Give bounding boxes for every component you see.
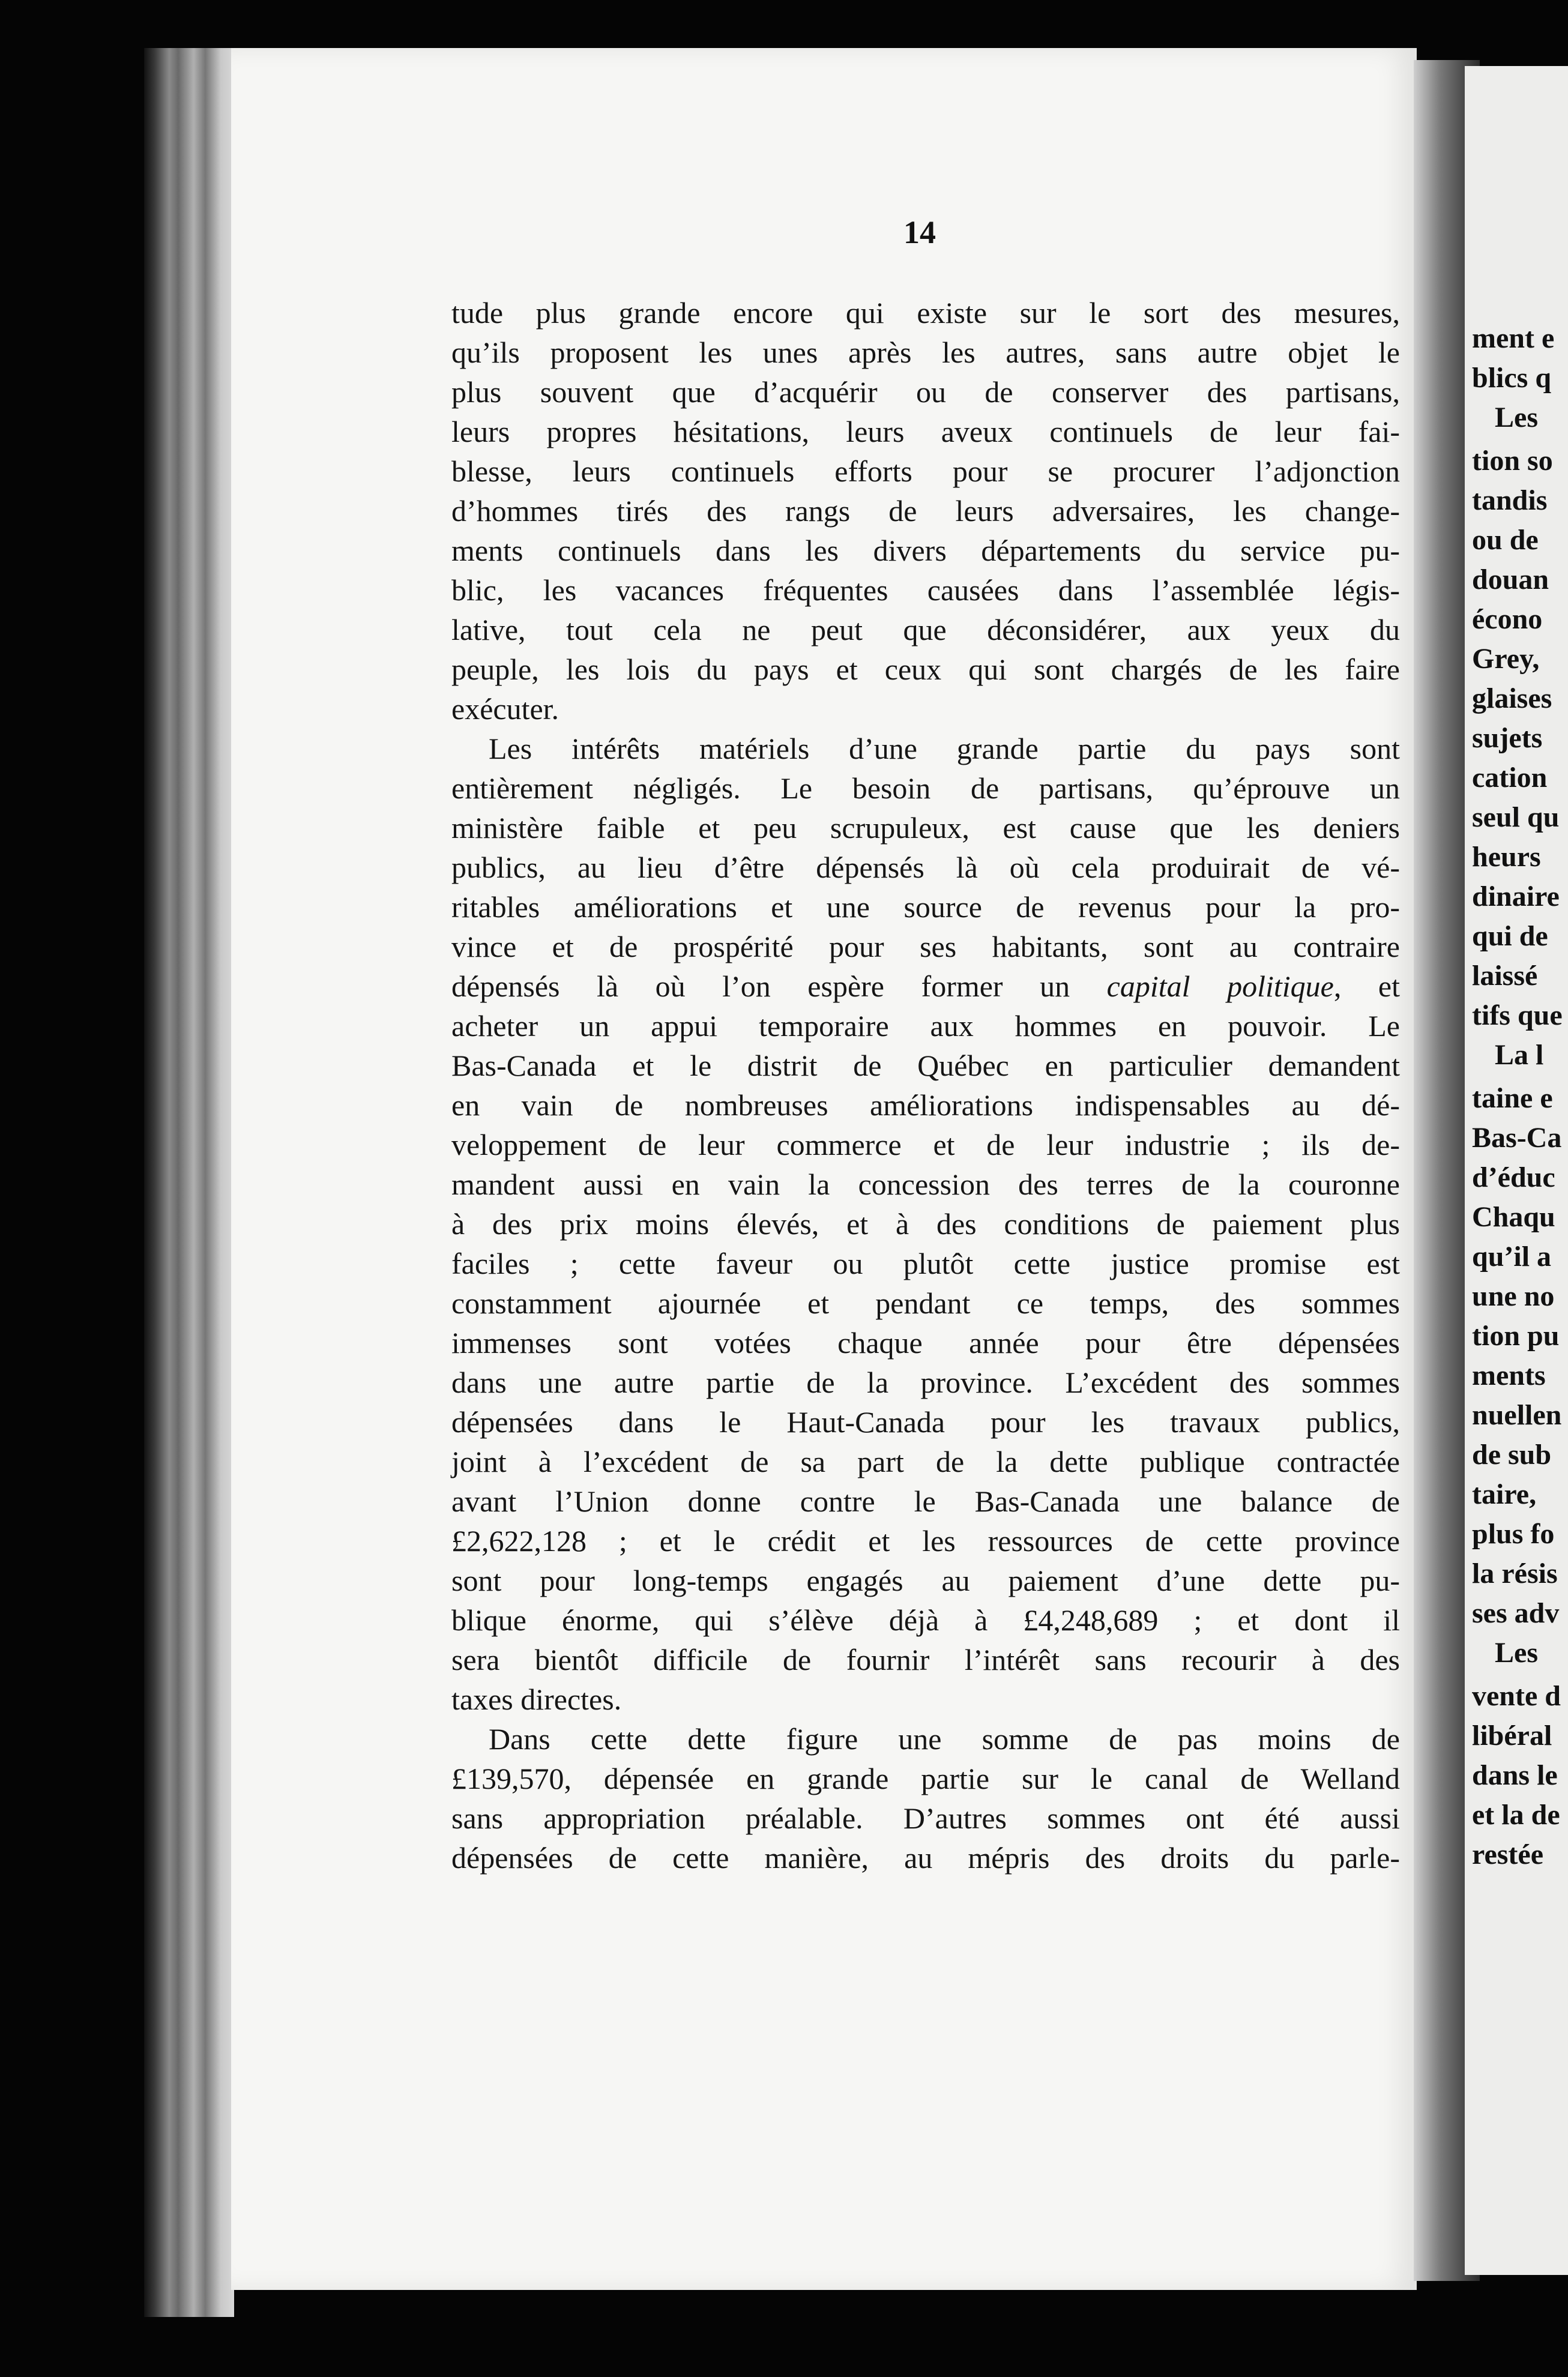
facing-page-line: qu’il a [1472,1241,1552,1273]
facing-page-line: ou de [1472,524,1539,556]
text-line: immenses sont votées chaque année pour être dépensées [451,1326,1400,1360]
facing-page-line: d’éduc [1472,1161,1555,1193]
text-line: vince et de prospérité pour ses habitants, sont au contraire [451,930,1400,963]
facing-page-line: ment e [1472,322,1555,354]
text-line: Les intérêts matériels d’une grande partie du pays sont [489,732,1400,765]
text-line: exécuter. [451,692,559,726]
facing-page-line: taire, [1472,1478,1537,1510]
text-line: sans appropriation préalable. D’autres sommes ont été aussi [451,1801,1400,1835]
text-line: Dans cette dette figure une somme de pas moins de [489,1722,1400,1756]
facing-page-line: laissé [1472,960,1538,992]
facing-page-line: libéral [1472,1720,1552,1752]
text-line: d’hommes tirés des rangs de leurs adversaires, les change- [451,494,1400,528]
text-line: avant l’Union donne contre le Bas-Canada une balance de [451,1484,1400,1518]
text-line: leurs propres hésitations, leurs aveux continuels de leur fai- [451,415,1400,448]
text-line: plus souvent que d’acquérir ou de conserver des partisans, [451,375,1400,409]
facing-page-line: Grey, [1472,643,1540,675]
text-line: constamment ajournée et pendant ce temps, des sommes [451,1286,1400,1320]
text-line: en vain de nombreuses améliorations indispensables au dé- [451,1088,1400,1122]
text-line: faciles ; cette faveur ou plutôt cette justice promise est [451,1247,1400,1280]
text-line: sera bientôt difficile de fournir l’intérêt sans recourir à des [451,1643,1400,1677]
text-line: tude plus grande encore qui existe sur le sort des mesures, [451,296,1400,330]
facing-page-line: plus fo [1472,1518,1555,1550]
text-line: entièrement négligés. Le besoin de partisans, qu’éprouve un [451,771,1400,805]
facing-page-line: cation [1472,762,1548,794]
text-line: à des prix moins élevés, et à des conditions de paiement plus [451,1207,1400,1241]
facing-page-line: seul qu [1472,801,1560,833]
facing-page-line: Chaqu [1472,1201,1555,1233]
text-line: ments continuels dans les divers départements du service pu- [451,534,1400,567]
text-line: joint à l’excédent de sa part de la dette publique contractée [451,1445,1400,1478]
page-number: 14 [903,214,936,250]
facing-page [1465,66,1568,2275]
facing-page-line: une no [1472,1280,1555,1312]
text-line: £139,570, dépensée en grande partie sur le canal de Welland [451,1762,1400,1795]
facing-page-line: Bas-Ca [1472,1122,1562,1154]
text-line: blesse, leurs continuels efforts pour se procurer l’adjonction [451,454,1400,488]
text-line: dépensés là où l’on espère former un capital politique, et [451,969,1400,1003]
facing-page-line: tion so [1472,445,1553,477]
facing-page-line: dans le [1472,1759,1558,1791]
text-line: taxes directes. [451,1683,622,1716]
text-line: dépensées dans le Haut-Canada pour les travaux publics, [451,1405,1400,1439]
text-line: dans une autre partie de la province. L’excédent des sommes [451,1366,1400,1399]
facing-page-line: sujets [1472,722,1543,754]
text-line: sont pour long-temps engagés au paiement d’une dette pu- [451,1564,1400,1597]
facing-page-line: La l [1495,1039,1544,1071]
facing-page-line: Les [1495,1637,1538,1669]
facing-page-line: tandis [1472,484,1548,516]
facing-page-line: et la de [1472,1799,1560,1831]
facing-page-line: blics q [1472,362,1552,394]
facing-page-line: heurs [1472,841,1541,873]
text-line: blique énorme, qui s’élève déjà à £4,248,689 ; et dont il [451,1603,1400,1637]
facing-page-line: ments [1472,1360,1546,1391]
facing-page-line: de sub [1472,1439,1552,1471]
facing-page-line: douan [1472,564,1549,595]
facing-page-line: vente d [1472,1680,1561,1712]
facing-page-line: tion pu [1472,1320,1560,1352]
text-line: publics, au lieu d’être dépensés là où cela produirait de vé- [451,851,1400,884]
text-line: Bas-Canada et le distrit de Québec en particulier demandent [451,1049,1400,1082]
text-line: mandent aussi en vain la concession des terres de la couronne [451,1167,1400,1201]
facing-page-line: dinaire [1472,881,1560,912]
facing-page-line: la résis [1472,1558,1558,1589]
text-line: dépensées de cette manière, au mépris des droits du parle- [451,1841,1400,1875]
facing-page-line: tifs que [1472,999,1563,1031]
facing-page-line: nuellen [1472,1399,1562,1431]
text-line: blic, les vacances fréquentes causées dans l’assemblée légis- [451,573,1400,607]
text-line: veloppement de leur commerce et de leur industrie ; ils de- [451,1128,1400,1161]
book-left-edge [144,48,234,2317]
facing-page-line: ses adv [1472,1597,1560,1629]
text-line: lative, tout cela ne peut que déconsidérer, aux yeux du [451,613,1400,646]
text-line: ritables améliorations et une source de revenus pour la pro- [451,890,1400,924]
text-line: acheter un appui temporaire aux hommes en pouvoir. Le [451,1009,1400,1043]
facing-page-line: qui de [1472,920,1548,952]
italic-phrase: capital politique [1106,969,1334,1003]
text-line: £2,622,128 ; et le crédit et les ressources de cette province [451,1524,1400,1558]
text-line: qu’ils proposent les unes après les autres, sans autre objet le [451,336,1400,369]
text-line: peuple, les lois du pays et ceux qui sont chargés de les faire [451,652,1400,686]
facing-page-line: Les [1495,402,1538,433]
facing-page-line: glaises [1472,682,1552,714]
facing-page-line: écono [1472,603,1543,635]
facing-page-line: taine e [1472,1082,1553,1114]
facing-page-line: restée [1472,1839,1544,1870]
text-line: ministère faible et peu scrupuleux, est cause que les deniers [451,811,1400,845]
